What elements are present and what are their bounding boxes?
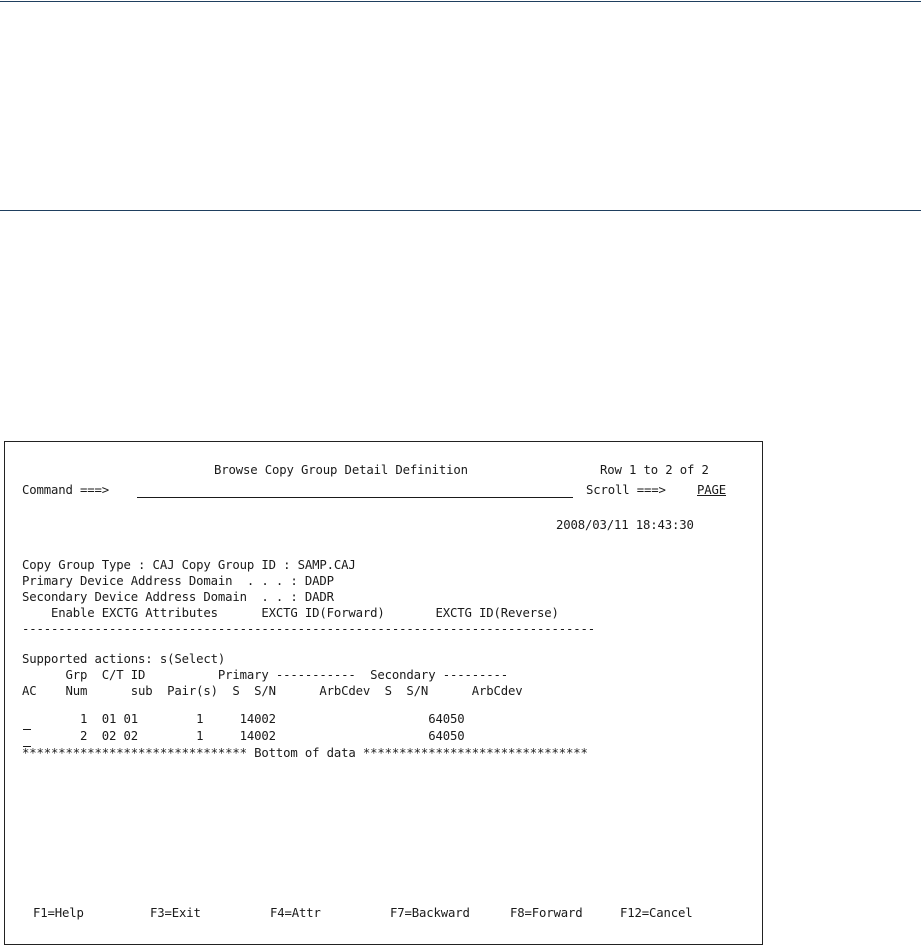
table-header-2: AC Num sub Pair(s) S S/N ArbCdev S S/N ArbCdev	[22, 684, 523, 698]
table-row: 1 01 01 1 14002 64050	[22, 712, 465, 726]
primary-domain-line: Primary Device Address Domain . . . : DADP	[22, 574, 334, 588]
table-header-1: Grp C/T ID Primary ----------- Secondary ---------	[22, 668, 508, 682]
datetime: 2008/03/11 18:43:30	[556, 518, 694, 532]
scroll-label: Scroll ===>	[586, 483, 666, 497]
top-divider	[0, 1, 921, 2]
separator-line: -------------------------------------------------------------------------------	[22, 622, 596, 636]
table-row: 2 02 02 1 14002 64050	[22, 729, 465, 743]
f3-exit-key[interactable]: F3=Exit	[150, 906, 201, 920]
copy-group-type-line: Copy Group Type : CAJ Copy Group ID : SAMP.CAJ	[22, 558, 356, 572]
screen-title: Browse Copy Group Detail Definition	[214, 463, 468, 477]
f1-help-key[interactable]: F1=Help	[33, 906, 84, 920]
f7-backward-key[interactable]: F7=Backward	[390, 906, 470, 920]
secondary-domain-line: Secondary Device Address Domain . . : DADR	[22, 590, 334, 604]
exctg-attributes-line: Enable EXCTG Attributes EXCTG ID(Forward) EXCTG ID(Reverse)	[22, 606, 559, 620]
f4-attr-key[interactable]: F4=Attr	[270, 906, 321, 920]
command-label: Command ===>	[22, 483, 110, 497]
bottom-of-data-marker: ******************************* Bottom of data *******************************	[22, 746, 588, 760]
middle-divider	[0, 210, 921, 211]
supported-actions: Supported actions: s(Select)	[22, 652, 226, 666]
f8-forward-key[interactable]: F8=Forward	[510, 906, 583, 920]
command-input[interactable]	[137, 497, 573, 498]
f12-cancel-key[interactable]: F12=Cancel	[620, 906, 693, 920]
scroll-amount-input[interactable]: PAGE	[697, 483, 727, 497]
row-info: Row 1 to 2 of 2	[600, 463, 709, 477]
